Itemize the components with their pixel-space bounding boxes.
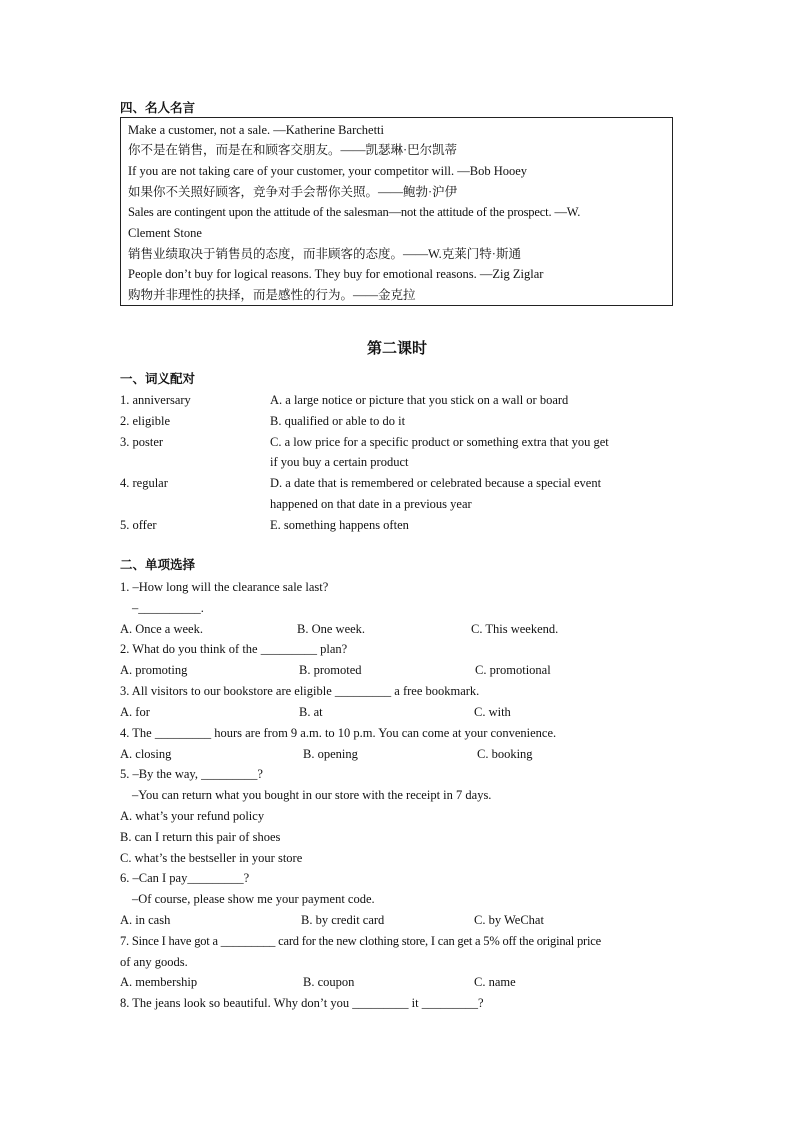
match-definition: C. a low price for a specific product or something extra that you get: [270, 435, 609, 449]
match-word: 3. poster: [120, 435, 164, 449]
question-reply: –__________.: [132, 601, 204, 615]
quote-line: Clement Stone: [128, 226, 202, 240]
question-stem: 7. Since I have got a _________ card for the new clothing store, I can get a 5% off the original price: [120, 934, 601, 948]
quote-line: 如果你不关照好顾客，竞争对手会帮你关照。——鲍勃·沪伊: [128, 185, 458, 199]
quote-line: 你不是在销售，而是在和顾客交朋友。——凯瑟琳·巴尔凯蒂: [128, 143, 458, 157]
question-stem: 2. What do you think of the _________ plan?: [120, 642, 348, 656]
option-b: B. can I return this pair of shoes: [120, 830, 281, 844]
option-c: C. promotional: [475, 663, 551, 677]
question-stem: 6. –Can I pay_________?: [120, 871, 250, 885]
option-c: C. name: [474, 975, 516, 989]
question-stem: 3. All visitors to our bookstore are eligible _________ a free bookmark.: [120, 684, 480, 698]
option-b: B. coupon: [303, 975, 355, 989]
match-definition: B. qualified or able to do it: [270, 414, 406, 428]
question-stem: 8. The jeans look so beautiful. Why don’t you _________ it _________?: [120, 996, 484, 1010]
quote-line: Make a customer, not a sale. —Katherine Barchetti: [128, 123, 384, 137]
quote-line: If you are not taking care of your customer, your competitor will. —Bob Hooey: [128, 164, 528, 178]
option-b: B. One week.: [297, 622, 366, 636]
option-c: C. what’s the bestseller in your store: [120, 851, 303, 865]
match-definition: A. a large notice or picture that you stick on a wall or board: [270, 393, 569, 407]
quote-line: 销售业绩取决于销售员的态度，而非顾客的态度。——W.克莱门特·斯通: [128, 247, 521, 261]
quote-line: People don’t buy for logical reasons. They buy for emotional reasons. —Zig Ziglar: [128, 267, 544, 281]
match-word: 5. offer: [120, 518, 157, 532]
match-definition-cont: happened on that date in a previous year: [270, 497, 472, 511]
option-c: C. with: [474, 705, 511, 719]
option-b: B. opening: [303, 747, 358, 761]
match-definition-cont: if you buy a certain product: [270, 455, 409, 469]
option-a: A. for: [120, 705, 150, 719]
option-a: A. in cash: [120, 913, 171, 927]
match-word: 1. anniversary: [120, 393, 191, 407]
quote-line: 购物并非理性的抉择，而是感性的行为。——金克拉: [128, 288, 416, 302]
option-c: C. by WeChat: [474, 913, 544, 927]
option-b: B. at: [299, 705, 323, 719]
quote-line: Sales are contingent upon the attitude of the salesman—not the attitude of the prospect. —W.: [128, 205, 581, 219]
section-heading-matching: 一、词义配对: [120, 371, 196, 386]
option-a: A. promoting: [120, 663, 188, 677]
question-reply: –Of course, please show me your payment code.: [132, 892, 375, 906]
match-definition: D. a date that is remembered or celebrated because a special event: [270, 476, 602, 490]
question-stem: 4. The _________ hours are from 9 a.m. to 10 p.m. You can come at your convenience.: [120, 726, 557, 740]
lesson-title: 第二课时: [366, 339, 427, 357]
option-a: A. what’s your refund policy: [120, 809, 265, 823]
question-reply: –You can return what you bought in our store with the receipt in 7 days.: [132, 788, 492, 802]
section-heading-choice: 二、单项选择: [120, 557, 196, 572]
option-a: A. membership: [120, 975, 198, 989]
match-word: 4. regular: [120, 476, 168, 490]
question-stem-cont: of any goods.: [120, 955, 188, 969]
quotes-box: [120, 117, 673, 306]
question-stem: 5. –By the way, _________?: [120, 767, 263, 781]
section-heading-quotes: 四、名人名言: [120, 100, 196, 115]
option-c: C. booking: [477, 747, 533, 761]
option-b: B. by credit card: [301, 913, 385, 927]
option-a: A. Once a week.: [120, 622, 203, 636]
option-c: C. This weekend.: [471, 622, 559, 636]
question-stem: 1. –How long will the clearance sale last?: [120, 580, 329, 594]
option-b: B. promoted: [299, 663, 362, 677]
match-word: 2. eligible: [120, 414, 170, 428]
option-a: A. closing: [120, 747, 172, 761]
match-definition: E. something happens often: [270, 518, 409, 532]
